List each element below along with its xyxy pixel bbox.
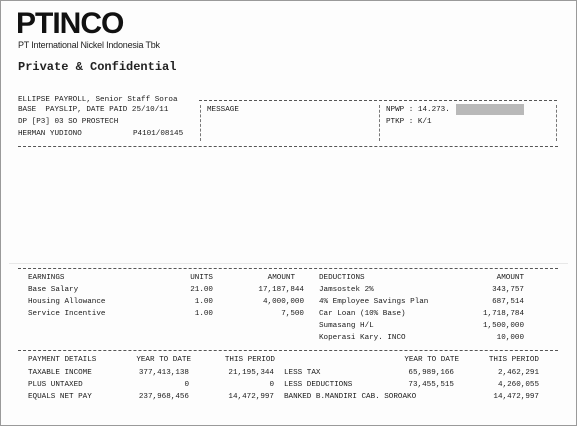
period-header-right: THIS PERIOD xyxy=(488,356,539,364)
payment-period: 21,195,344 xyxy=(228,369,274,377)
deduction-amount: 1,718,784 xyxy=(482,310,524,318)
separator xyxy=(379,105,380,141)
bank-label: BANKED B.MANDIRI CAB. SOROAKO xyxy=(284,393,417,401)
deductions-header: DEDUCTIONS xyxy=(319,274,365,282)
employee-id: P4101/08145 xyxy=(133,130,184,138)
earnings-top-border xyxy=(18,268,558,269)
fold-line xyxy=(9,263,568,264)
earnings-header: EARNINGS xyxy=(28,274,65,282)
earning-units: 21.00 xyxy=(190,286,213,294)
deduction-label: Car Loan (10% Base) xyxy=(319,310,406,318)
payroll-title: ELLIPSE PAYROLL, Senior Staff Soroa xyxy=(18,96,178,104)
department-line: DP [P3] 03 SO PROSTECH xyxy=(18,118,119,126)
ytd-header: YEAR TO DATE xyxy=(136,356,191,364)
confidential-heading: Private & Confidential xyxy=(18,60,177,74)
payment-label: TAXABLE INCOME xyxy=(28,369,92,377)
ptkp-label: PTKP : K/1 xyxy=(386,118,432,126)
payment-ytd: 237,968,456 xyxy=(138,393,189,401)
separator xyxy=(556,105,557,141)
earning-amount: 17,187,844 xyxy=(258,286,304,294)
units-header: UNITS xyxy=(190,274,213,282)
deduction-amount-header: AMOUNT xyxy=(496,274,524,282)
payment-label: PLUS UNTAXED xyxy=(28,381,83,389)
payment-top-border xyxy=(18,350,558,351)
deduction-amount: 1,500,000 xyxy=(482,322,524,330)
amount-header: AMOUNT xyxy=(267,274,295,282)
deduction-amount: 687,514 xyxy=(492,298,524,306)
top-border xyxy=(199,100,557,101)
payment-label-right: LESS TAX xyxy=(284,369,321,377)
payment-ytd: 377,413,138 xyxy=(138,369,189,377)
payment-period: 14,472,997 xyxy=(228,393,274,401)
earning-label: Housing Allowance xyxy=(28,298,106,306)
ytd-header-right: YEAR TO DATE xyxy=(404,356,459,364)
payment-header: PAYMENT DETAILS xyxy=(28,356,97,364)
deduction-amount: 10,000 xyxy=(496,334,524,342)
payment-ytd-right: 65,989,166 xyxy=(408,369,454,377)
message-label: MESSAGE xyxy=(207,106,239,114)
deduction-label: Jamsostek 2% xyxy=(319,286,374,294)
payment-period-right: 4,260,055 xyxy=(497,381,539,389)
payment-period: 0 xyxy=(269,381,274,389)
payment-label: EQUALS NET PAY xyxy=(28,393,92,401)
payment-period-right: 14,472,997 xyxy=(493,393,539,401)
redacted-npwp xyxy=(456,104,524,115)
earning-label: Base Salary xyxy=(28,286,79,294)
deduction-amount: 343,757 xyxy=(492,286,524,294)
company-name: PT International Nickel Indonesia Tbk xyxy=(18,40,160,50)
earning-label: Service Incentive xyxy=(28,310,106,318)
deduction-label: 4% Employee Savings Plan xyxy=(319,298,429,306)
separator xyxy=(200,105,201,141)
info-bottom-border xyxy=(18,146,558,147)
period-header: THIS PERIOD xyxy=(224,356,275,364)
payment-period-right: 2,462,291 xyxy=(497,369,539,377)
company-logo: PTINCO xyxy=(16,7,124,40)
deduction-label: Sumasang H/L xyxy=(319,322,374,330)
employee-name: HERMAN YUDIONO xyxy=(18,130,82,138)
earning-amount: 4,000,000 xyxy=(262,298,304,306)
earning-units: 1.00 xyxy=(194,298,213,306)
npwp-label: NPWP : 14.273. xyxy=(386,106,450,114)
earning-amount: 7,500 xyxy=(281,310,304,318)
earning-units: 1.00 xyxy=(194,310,213,318)
payment-ytd: 0 xyxy=(184,381,189,389)
deduction-label: Koperasi Kary. INCO xyxy=(319,334,406,342)
payment-ytd-right: 73,455,515 xyxy=(408,381,454,389)
payslip-date-line: BASE PAYSLIP, DATE PAID 25/10/11 xyxy=(18,106,169,114)
payment-label-right: LESS DEDUCTIONS xyxy=(284,381,353,389)
